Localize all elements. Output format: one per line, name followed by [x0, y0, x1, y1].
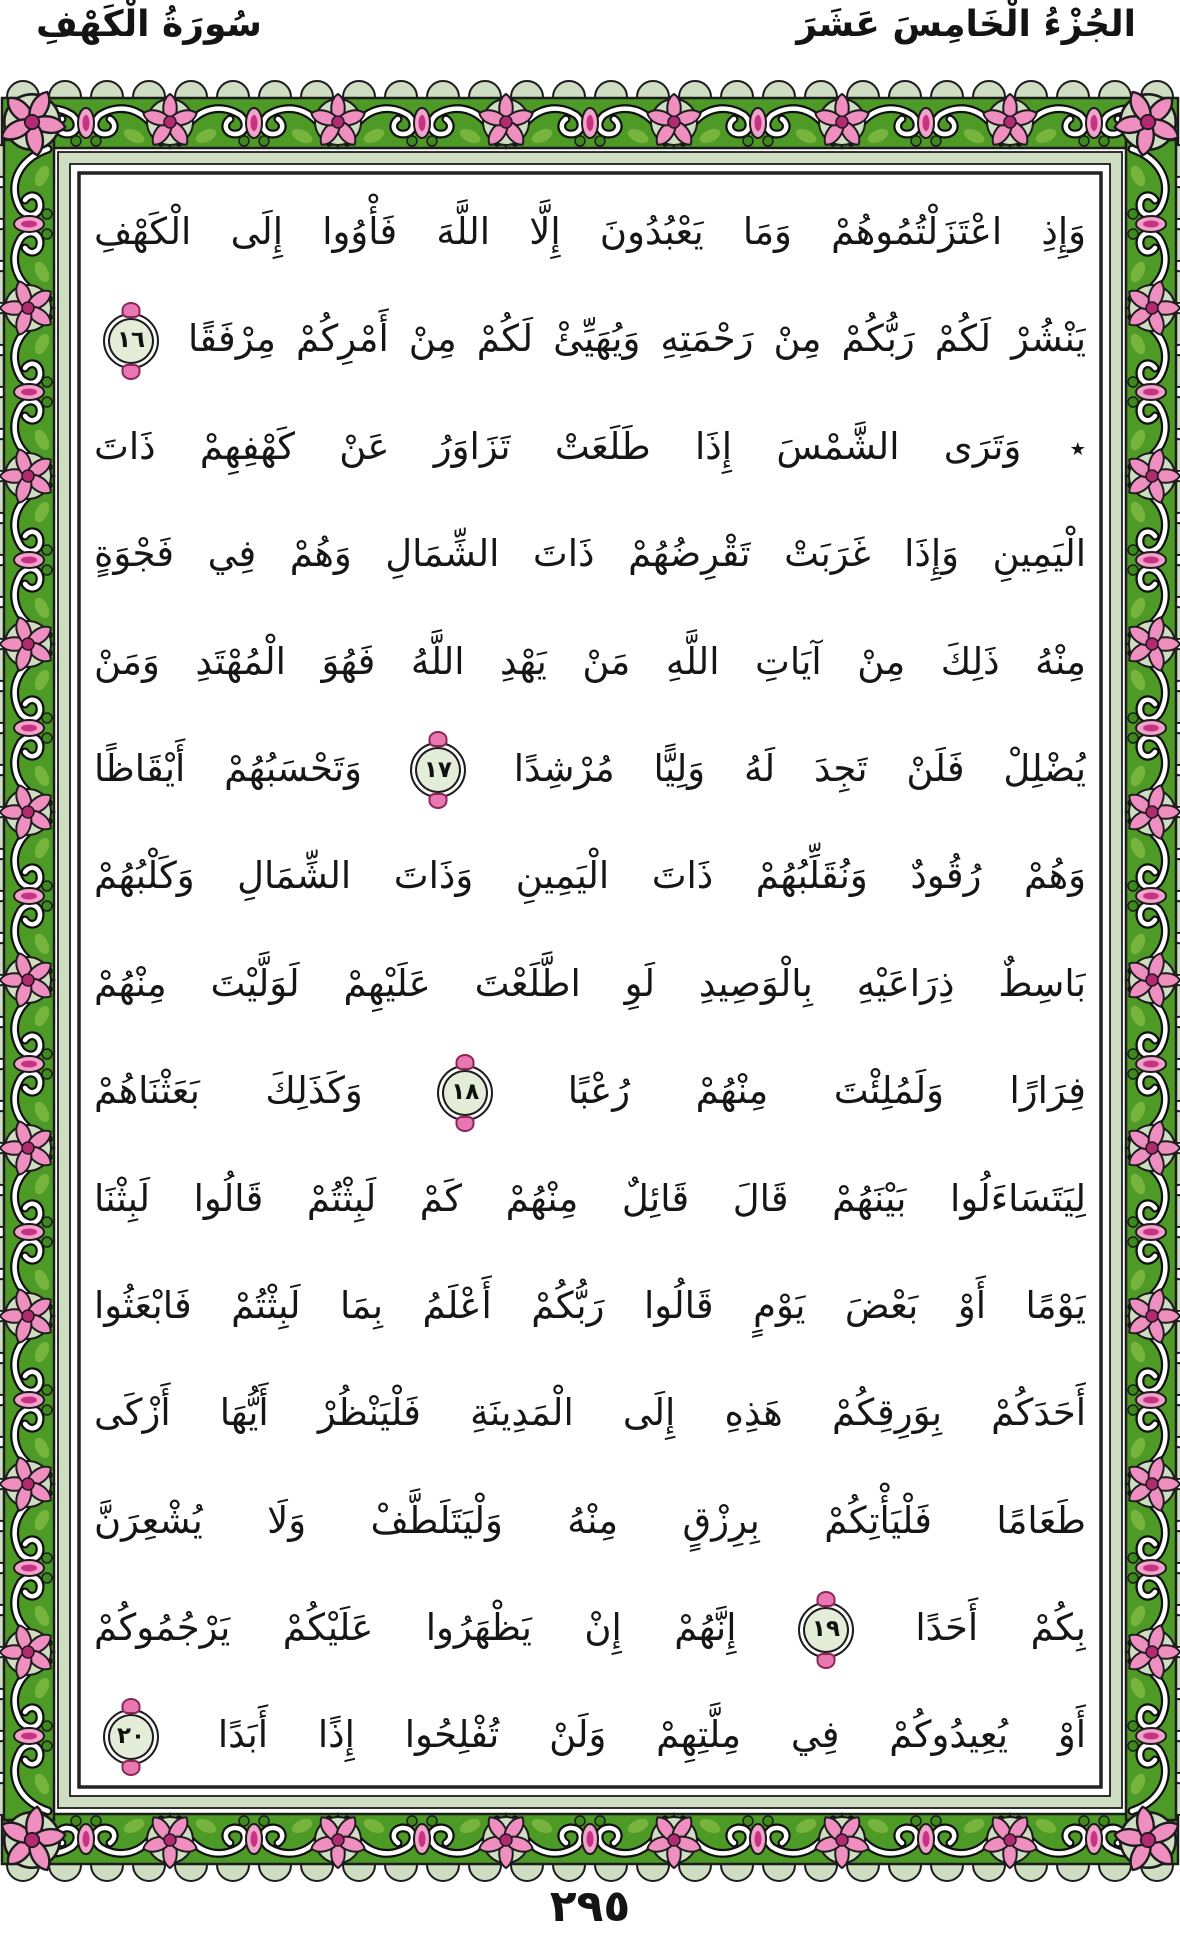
medallion-finial	[816, 1591, 835, 1607]
medallion-finial	[122, 1760, 141, 1776]
ayah-text: وَهُمْ رُقُودٌ وَنُقَلِّبُهُمْ ذَاتَ الْيَمِينِ وَذَاتَ الشِّمَالِ وَكَلْبُهُمْ	[94, 854, 1086, 898]
quran-line	[94, 1359, 1086, 1466]
quran-line	[94, 1037, 1086, 1144]
ayah-number: ١٨	[451, 1079, 480, 1106]
quran-line	[94, 1252, 1086, 1359]
ayah-text: وَإِذِ اعْتَزَلْتُمُوهُمْ وَمَا يَعْبُدُونَ إِلَّا اللَّهَ فَأْوُوا إِلَى الْكَهْفِ	[94, 210, 1086, 253]
quran-line	[94, 1145, 1086, 1252]
ayah-text: أَوْ يُعِيدُوكُمْ فِي مِلَّتِهِمْ وَلَنْ تُفْلِحُوا إِذًا أَبَدًا	[217, 1713, 1086, 1757]
quran-line	[94, 1467, 1086, 1574]
quran-line	[94, 500, 1086, 607]
ayah-end-marker	[410, 742, 466, 798]
ayah-text: مِنْهُ ذَلِكَ مِنْ آيَاتِ اللَّهِ مَنْ يَهْدِ اللَّهُ فَهُوَ الْمُهْتَدِ وَمَنْ	[94, 639, 1086, 683]
medallion-finial	[456, 1054, 475, 1070]
quran-line	[94, 1681, 1086, 1788]
ayah-text: يُضْلِلْ فَلَنْ تَجِدَ لَهُ وَلِيًّا مُرْشِدًا	[513, 746, 1086, 790]
ayah-text: يَنْشُرْ لَكُمْ رَبُّكُمْ مِنْ رَحْمَتِهِ وَيُهَيِّئْ لَكُمْ مِنْ أَمْرِكُمْ مِرْفَقًا	[188, 317, 1086, 361]
quran-text-area	[94, 178, 1086, 1790]
medallion-finial	[122, 364, 141, 380]
ayah-text: طَعَامًا فَلْيَأْتِكُمْ بِرِزْقٍ مِنْهُ وَلْيَتَلَطَّفْ وَلَا يُشْعِرَنَّ	[94, 1498, 1086, 1542]
ayah-text: بَاسِطٌ ذِرَاعَيْهِ بِالْوَصِيدِ لَوِ اطَّلَعْتَ عَلَيْهِمْ لَوَلَّيْتَ مِنْهُمْ	[94, 961, 1086, 1005]
quran-line	[94, 1574, 1086, 1681]
ayah-end-marker	[103, 313, 159, 369]
ayah-text: يَوْمًا أَوْ بَعْضَ يَوْمٍ قَالُوا رَبُّكُمْ أَعْلَمُ بِمَا لَبِثْتُمْ فَابْعَثُوا	[94, 1283, 1086, 1327]
medallion-finial	[122, 1698, 141, 1714]
quran-line	[94, 608, 1086, 715]
ayah-number: ٢٠	[116, 1723, 146, 1750]
ayah-text: وَتَرَى الشَّمْسَ إِذَا طَلَعَتْ تَزَاوَرُ عَنْ كَهْفِهِمْ ذَاتَ	[94, 424, 1022, 468]
ayah-number: ١٧	[423, 756, 452, 783]
quran-line	[94, 930, 1086, 1037]
ayah-end-marker	[798, 1602, 854, 1658]
ayah-text: وَتَحْسَبُهُمْ أَيْقَاظًا	[94, 746, 363, 790]
quran-line	[94, 393, 1086, 500]
ayah-text: فِرَارًا وَلَمُلِئْتَ مِنْهُمْ رُعْبًا	[567, 1069, 1086, 1113]
medallion-finial	[428, 731, 447, 747]
ayah-text: أَحَدَكُمْ بِوَرِقِكُمْ هَذِهِ إِلَى الْمَدِينَةِ فَلْيَنْظُرْ أَيُّهَا أَزْكَى	[94, 1391, 1086, 1435]
quran-line	[94, 285, 1086, 392]
ayah-end-marker	[103, 1709, 159, 1765]
ayah-end-marker	[437, 1065, 493, 1121]
quran-line	[94, 822, 1086, 929]
ayah-text: الْيَمِينِ وَإِذَا غَرَبَتْ تَقْرِضُهُمْ ذَاتَ الشِّمَالِ وَهُمْ فِي فَجْوَةٍ	[94, 532, 1086, 576]
medallion-finial	[122, 302, 141, 318]
medallion-finial	[428, 793, 447, 809]
ayah-number: ١٩	[811, 1616, 840, 1643]
ayah-text: وَكَذَلِكَ بَعَثْنَاهُمْ	[94, 1069, 363, 1113]
juz-label: الجُزْءُ الْخَامِسَ عَشَرَ	[796, 4, 1136, 45]
medallion-finial	[816, 1653, 835, 1669]
quran-line	[94, 178, 1086, 285]
medallion-finial	[456, 1116, 475, 1132]
hizb-star-icon: ٭	[1069, 430, 1086, 466]
ayah-text: إِنَّهُمْ إِنْ يَظْهَرُوا عَلَيْكُمْ يَرْجُمُوكُمْ	[94, 1606, 737, 1650]
ayah-text: لِيَتَسَاءَلُوا بَيْنَهُمْ قَالَ قَائِلٌ مِنْهُمْ كَمْ لَبِثْتُمْ قَالُوا لَبِثْنَا	[94, 1176, 1086, 1220]
quran-line	[94, 715, 1086, 822]
ayah-number: ١٦	[116, 327, 146, 354]
ayah-text: بِكُمْ أَحَدًا	[915, 1606, 1086, 1650]
page-number: ٢٩٥	[549, 1881, 631, 1932]
surah-title: سُورَةُ الْكَهْفِ	[36, 4, 262, 45]
